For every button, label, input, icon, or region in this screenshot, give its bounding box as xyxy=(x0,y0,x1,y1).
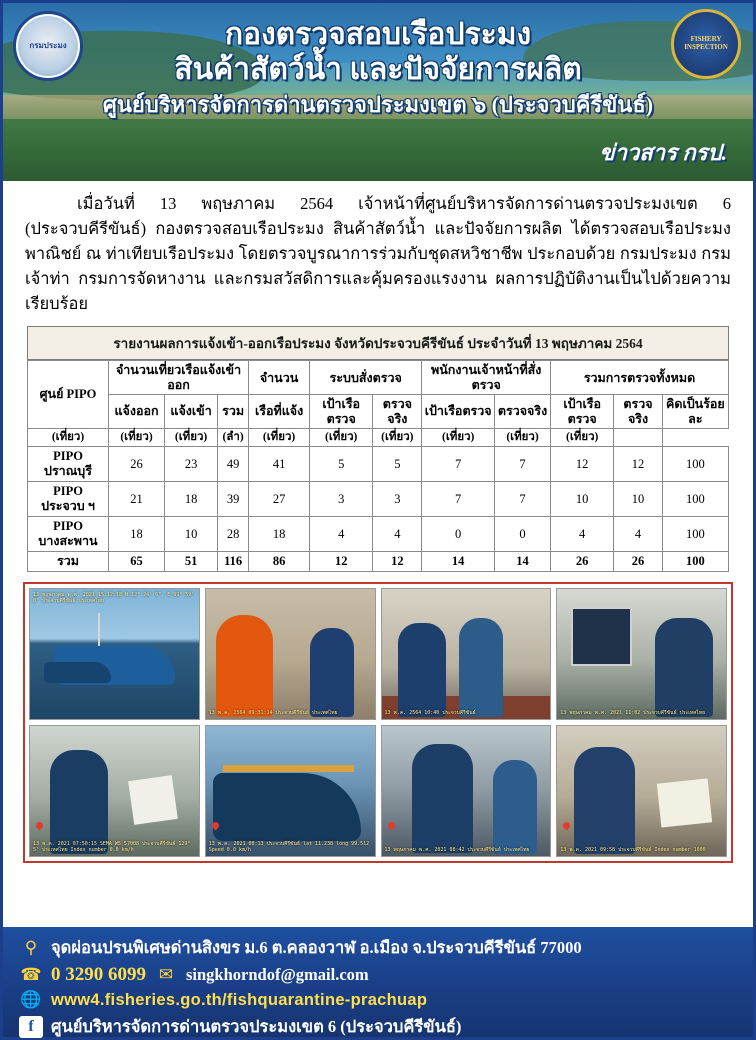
cell-sys-target: 4 xyxy=(310,517,373,552)
th-unit-notify-out: (เที่ยว) xyxy=(28,428,109,446)
th-unit-tot-target: (เที่ยว) xyxy=(494,428,550,446)
cell-notify-out: 18 xyxy=(109,517,165,552)
cell-tot-actual: 10 xyxy=(614,482,662,517)
th-notify-in: แจ้งเข้า xyxy=(165,395,218,429)
person-shape xyxy=(412,744,473,853)
th-unit-tot-actual: (เที่ยว) xyxy=(551,428,614,446)
facebook-icon[interactable]: f xyxy=(19,1016,43,1038)
total-off-target: 14 xyxy=(422,552,495,572)
table-row xyxy=(28,517,729,552)
th-notify-out: แจ้งออก xyxy=(109,395,165,429)
th-group-count: จำนวน xyxy=(249,361,310,395)
th-unit-percent xyxy=(614,428,662,446)
phone-icon: ☎ xyxy=(20,965,42,984)
footer-contact-row xyxy=(19,964,737,986)
person-shape xyxy=(459,618,503,717)
th-sys-target: เป้าเรือตรวจ xyxy=(310,395,373,429)
th-unit-count: (ลำ) xyxy=(218,428,249,446)
person-shape xyxy=(398,623,445,717)
small-boat-shape xyxy=(44,662,112,683)
envelope-icon: ✉ xyxy=(158,965,174,984)
cell-tot-actual: 4 xyxy=(614,517,662,552)
globe-icon: 🌐 xyxy=(20,990,42,1009)
cell-off-target: 7 xyxy=(422,482,495,517)
row-name-line2: ประจวบ ฯ xyxy=(41,499,95,514)
row-name xyxy=(28,447,109,482)
photo-gallery xyxy=(23,582,733,863)
row-name xyxy=(28,517,109,552)
th-unit-off-actual: (เที่ยว) xyxy=(422,428,495,446)
document-shape xyxy=(656,778,711,827)
title-line-3: ศูนย์บริหารจัดการด่านตรวจประมงเขต ๖ (ประจวบคีรีขันธ์) xyxy=(102,91,654,117)
cell-tot-target: 12 xyxy=(551,447,614,482)
cell-boats: 41 xyxy=(249,447,310,482)
total-sys-actual: 12 xyxy=(373,552,422,572)
cell-sys-target: 3 xyxy=(310,482,373,517)
th-unit-off-target: (เที่ยว) xyxy=(373,428,422,446)
total-off-actual: 14 xyxy=(494,552,550,572)
cell-sys-actual: 4 xyxy=(373,517,422,552)
location-pin-icon xyxy=(212,822,220,830)
inspection-report-table xyxy=(27,360,729,572)
table-header-row-1 xyxy=(28,361,729,395)
total-row-name: รวม xyxy=(28,552,109,572)
table-head xyxy=(28,361,729,447)
person-shape xyxy=(655,618,712,717)
photo-timestamp: 13 พ.ค. 2564 09:31:14 ประจวบคีรีขันธ์ ประเทศไทย xyxy=(208,709,338,716)
th-group-notify: จำนวนเที่ยวเรือแจ้งเข้าออก xyxy=(109,361,249,395)
person-shape xyxy=(216,615,273,716)
total-boats: 86 xyxy=(249,552,310,572)
photo-timestamp: 13 พฤษภาคม พ.ศ. 2021 11:02 ประจวบคีรีขันธ์ ประเทศไทย xyxy=(560,709,706,716)
computer-screen-shape xyxy=(571,607,632,666)
cell-off-actual: 0 xyxy=(494,517,550,552)
table-row xyxy=(28,482,729,517)
photo-timestamp: 13 พ.ค. 2021 08:13 ประจวบคีรีขันธ์ lat 11.238 long 99.512 Speed 0.0 km/h xyxy=(208,840,370,853)
row-name-line2: บางสะพาน xyxy=(38,534,98,549)
total-tot-actual: 26 xyxy=(614,552,662,572)
location-pin-icon xyxy=(36,822,44,830)
seal-right-label: FISHERY INSPECTION xyxy=(684,35,728,51)
person-shape xyxy=(493,760,537,854)
footer-website-row xyxy=(19,989,737,1011)
cell-notify-sum: 28 xyxy=(218,517,249,552)
cell-tot-target: 4 xyxy=(551,517,614,552)
photo-crew-interview xyxy=(205,588,376,720)
location-pin-icon xyxy=(563,822,571,830)
footer-facebook[interactable]: ศูนย์บริหารจัดการด่านตรวจประมงเขต 6 (ประจวบคีรีขันธ์) xyxy=(51,1017,462,1036)
cell-notify-in: 18 xyxy=(165,482,218,517)
th-percent: คิดเป็นร้อยละ xyxy=(662,395,728,429)
table-body xyxy=(28,447,729,572)
th-group-officer: พนักงานเจ้าหน้าที่สั่งตรวจ xyxy=(422,361,551,395)
total-notify-out: 65 xyxy=(109,552,165,572)
footer-phone[interactable]: 0 3290 6099 xyxy=(51,964,146,985)
th-off-actual: ตรวจจริง xyxy=(494,395,550,429)
article-paragraph: เมื่อวันที่ 13 พฤษภาคม 2564 เจ้าหน้าที่ศูนย์บริหารจัดการด่านตรวจประมงเขต 6 (ประจวบคีรีขันธ์) กองตรวจสอบเรือประมง สินค้าสัตว์น้ำ และปัจจัยการผลิต ได้ตรวจสอบเรือประมงพาณิชย์ ณ ท่าเทียบเรือประมง โดยตรวจบูรณาการร่วมกับชุดสหวิชาชีพ ประกอบด้วย กรมประมง กรมเจ้าท่า กรมการจัดหางาน และกรมสวัสดิการและคุ้มครองแรงงาน ผลการปฏิบัติงานเป็นไปด้วยความเรียบร้อย xyxy=(25,194,731,314)
photo-timestamp: 13 พ.ค. 2021 09:58 ประจวบคีรีขันธ์ Index number 1000 xyxy=(560,846,706,853)
seal-left-label: กรมประมง xyxy=(29,40,67,50)
th-group-total: รวมการตรวจทั้งหมด xyxy=(551,361,729,395)
cell-notify-sum: 39 xyxy=(218,482,249,517)
cell-notify-out: 21 xyxy=(109,482,165,517)
title-line-2: สินค้าสัตว์น้ำ และปัจจัยการผลิต xyxy=(174,53,582,87)
cell-sys-actual: 5 xyxy=(373,447,422,482)
person-shape xyxy=(310,628,354,716)
cell-off-actual: 7 xyxy=(494,447,550,482)
person-shape xyxy=(574,747,635,854)
cell-notify-in: 10 xyxy=(165,517,218,552)
total-tot-target: 26 xyxy=(551,552,614,572)
th-tot-actual: ตรวจจริง xyxy=(614,395,662,429)
contact-footer xyxy=(3,927,753,1037)
photo-row-top xyxy=(29,588,727,720)
footer-facebook-row xyxy=(19,1014,737,1040)
cell-notify-out: 26 xyxy=(109,447,165,482)
cell-off-target: 7 xyxy=(422,447,495,482)
cell-off-actual: 7 xyxy=(494,482,550,517)
photo-timestamp: 13 พฤษภาคม พ.ศ. 2021 08:42 ประจวบคีรีขันธ์ ประเทศไทย xyxy=(384,846,530,853)
photo-timestamp: 13 พ.ค. 2021 07:50:15 SEMA W5 57008 ประจวบคีรีขันธ์ 129° 5' ประเทศไทย Index number 0.0 km/h xyxy=(33,840,191,853)
row-name-line1: PIPO xyxy=(53,519,83,534)
th-unit-notify-in: (เที่ยว) xyxy=(109,428,165,446)
th-notify-sum: รวม xyxy=(218,395,249,429)
cell-tot-target: 10 xyxy=(551,482,614,517)
page-title xyxy=(3,17,753,118)
table-caption: รายงานผลการแจ้งเข้า-ออกเรือประมง จังหวัดประจวบคีรีขันธ์ ประจำวันที่ 13 พฤษภาคม 2564 xyxy=(27,326,729,360)
footer-address: จุดผ่อนปรนพิเศษด่านสิงขร ม.6 ต.คลองวาฬ อ.เมือง จ.ประจวบคีรีขันธ์ 77000 xyxy=(51,938,582,957)
news-label: ข่าวสาร กรป. xyxy=(599,140,727,165)
th-count-sub: เรือที่แจ้ง xyxy=(249,395,310,429)
photo-timestamp: 13 พ.ค. 2564 10:40 ประจวบคีรีขันธ์ xyxy=(384,709,476,716)
th-unit-sys-target: (เที่ยว) xyxy=(249,428,310,446)
table-row xyxy=(28,447,729,482)
row-name-line2: ปราณบุรี xyxy=(44,464,92,479)
table-header-units-row xyxy=(28,428,729,446)
article-section xyxy=(3,181,753,316)
row-name-line1: PIPO xyxy=(53,449,83,464)
th-tot-target: เป้าเรือตรวจ xyxy=(551,395,614,429)
photo-office-computer xyxy=(556,588,727,720)
footer-email[interactable]: singkhorndof@gmail.com xyxy=(186,965,369,984)
boat-rail-shape xyxy=(223,765,355,772)
cell-sys-target: 5 xyxy=(310,447,373,482)
cell-boats: 27 xyxy=(249,482,310,517)
row-name xyxy=(28,482,109,517)
cell-percent: 100 xyxy=(662,482,728,517)
cell-percent: 100 xyxy=(662,447,728,482)
total-sys-target: 12 xyxy=(310,552,373,572)
person-shape xyxy=(50,750,107,854)
row-name-line1: PIPO xyxy=(53,484,83,499)
footer-address-row xyxy=(19,935,737,961)
th-off-target: เป้าเรือตรวจ xyxy=(422,395,495,429)
photo-meeting-room xyxy=(381,588,552,720)
th-group-system: ระบบสั่งตรวจ xyxy=(310,361,422,395)
photo-crew-document xyxy=(556,725,727,857)
th-unit-sys-actual: (เที่ยว) xyxy=(310,428,373,446)
cell-notify-sum: 49 xyxy=(218,447,249,482)
photo-boat-rail xyxy=(205,725,376,857)
total-percent: 100 xyxy=(662,552,728,572)
cell-boats: 18 xyxy=(249,517,310,552)
total-notify-in: 51 xyxy=(165,552,218,572)
th-unit-notify-sum: (เที่ยว) xyxy=(165,428,218,446)
cell-percent: 100 xyxy=(662,517,728,552)
th-center: ศูนย์ PIPO xyxy=(28,361,109,429)
photo-document-check xyxy=(29,725,200,857)
footer-website[interactable]: www4.fisheries.go.th/fishquarantine-prachuap xyxy=(51,990,428,1009)
th-sys-actual: ตรวจจริง xyxy=(373,395,422,429)
total-notify-sum: 116 xyxy=(218,552,249,572)
cell-tot-actual: 12 xyxy=(614,447,662,482)
photo-boat-dock xyxy=(29,588,200,720)
location-pin-icon: ⚲ xyxy=(24,938,38,957)
photo-inspection-deck xyxy=(381,725,552,857)
cell-notify-in: 23 xyxy=(165,447,218,482)
photo-timestamp: 13 พฤษภาคม พ.ศ. 2021 15:12:18 N 12° 24' 6", E 99° 59' 0" ประจวบคีรีขันธ์ ประเทศไทย xyxy=(33,592,195,605)
table-total-row xyxy=(28,552,729,572)
photo-row-bottom xyxy=(29,725,727,857)
cell-off-target: 0 xyxy=(422,517,495,552)
title-line-1: กองตรวจสอบเรือประมง xyxy=(224,18,532,51)
location-pin-icon xyxy=(388,822,396,830)
document-shape xyxy=(128,775,178,825)
boat-hull-shape xyxy=(213,773,362,841)
page-header xyxy=(3,3,753,181)
cell-sys-actual: 3 xyxy=(373,482,422,517)
